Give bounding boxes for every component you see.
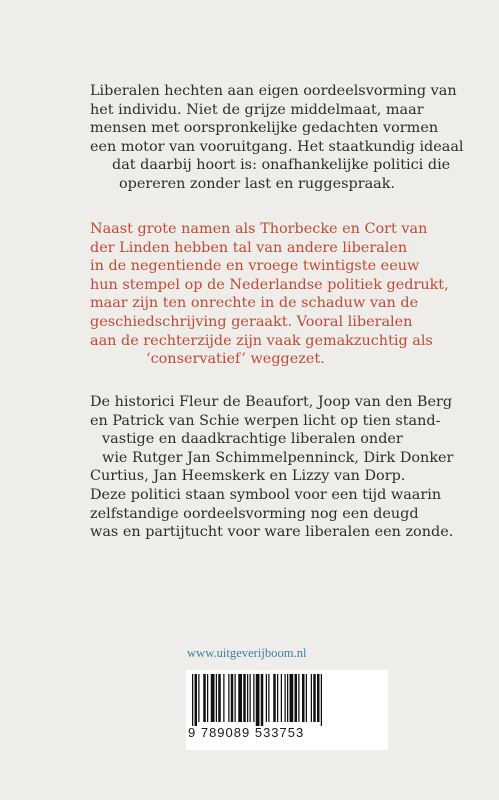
highlight-line: in de negentiende en vroege twintigste eeuw	[90, 258, 420, 275]
barcode-bar	[277, 674, 278, 722]
barcode-bar	[218, 674, 221, 722]
barcode-bar	[285, 674, 286, 722]
historians-paragraph	[90, 393, 454, 542]
barcode-bar	[295, 674, 298, 722]
barcode-bars	[192, 674, 382, 726]
barcode-bar	[211, 674, 215, 722]
barcode-bar	[266, 674, 267, 722]
barcode-bar	[287, 674, 288, 722]
barcode-bar	[306, 674, 307, 722]
highlight-line: Naast grote namen als Thorbecke en Cort van	[90, 221, 428, 237]
barcode-bar	[268, 674, 269, 722]
barcode-bar	[311, 674, 312, 722]
barcode-bar	[302, 674, 305, 722]
barcode-bar	[256, 674, 260, 726]
highlight-line: hun stempel op de Nederlandse politiek gedrukt,	[90, 276, 449, 293]
barcode-bar	[298, 674, 299, 722]
highlight-paragraph	[90, 220, 449, 369]
barcode-bar	[192, 674, 193, 726]
barcode-bar	[261, 674, 264, 726]
barcode-bar	[317, 674, 320, 722]
highlight-line: ‘conservatief’ weggezet.	[146, 351, 325, 368]
intro-line: een motor van vooruitgang. Het staatkundig ideaal	[90, 138, 464, 155]
historians-line: vastige en daadkrachtige liberalen onder	[102, 431, 403, 448]
publisher-url: www.uitgeverijboom.nl	[187, 646, 307, 660]
isbn-barcode	[186, 670, 388, 750]
barcode-bar	[250, 674, 251, 722]
intro-line: Liberalen hechten aan eigen oordeelsvorming van	[90, 83, 457, 99]
historians-line: was en partijtucht voor ware liberalen een zonde.	[90, 524, 454, 541]
highlight-line: maar zijn ten onrechte in de schaduw van de	[90, 295, 419, 312]
barcode-bar	[247, 674, 248, 722]
barcode-bar	[235, 674, 236, 722]
intro-line: opereren zonder last en ruggespraak.	[119, 175, 396, 192]
barcode-bar	[216, 674, 217, 722]
intro-line: mensen met oorspronkelijke gedachten vormen	[90, 120, 439, 137]
intro-line: dat daarbij hoort is: onafhankelijke politici die	[112, 157, 451, 174]
intro-line: het individu. Niet de grijze middelmaat, maar	[90, 101, 424, 118]
barcode-bar	[313, 674, 316, 722]
barcode-bar	[243, 674, 246, 722]
historians-line: wie Rutger Jan Schimmelpenninck, Dirk Donker	[102, 449, 454, 466]
barcode-bar	[290, 674, 294, 722]
barcode-bar	[231, 674, 234, 722]
highlight-line: aan de rechterzijde zijn vaak gemakzuchtig als	[90, 332, 433, 349]
historians-line: Deze politici staan symbool voor een tijd waarin	[90, 486, 442, 503]
barcode-bar	[207, 674, 208, 722]
barcode-bar	[273, 674, 276, 722]
historians-line: De historici Fleur de Beaufort, Joop van den Berg	[90, 394, 453, 410]
historians-line: en Patrick van Schie werpen licht op tien stand-	[90, 412, 441, 429]
highlight-line: geschiedschrijving geraakt. Vooral liberalen	[90, 313, 413, 330]
barcode-bar	[223, 674, 224, 722]
barcode-bar	[195, 674, 198, 726]
historians-line: zelfstandige oordeelsvorming nog een deugd	[90, 505, 419, 522]
barcode-bar	[198, 674, 199, 722]
barcode-bar	[281, 674, 282, 722]
barcode-bar	[253, 674, 254, 722]
barcode-bar	[203, 674, 206, 722]
historians-line: Curtius, Jan Heemskerk en Lizzy van Dorp.	[90, 468, 406, 485]
intro-paragraph	[90, 82, 464, 194]
isbn-number: 9 789089 533753	[188, 725, 305, 740]
barcode-bar	[238, 674, 242, 722]
barcode-bar	[321, 674, 322, 726]
highlight-line: der Linden hebben tal van andere liberalen	[90, 239, 408, 256]
barcode-bar	[228, 674, 229, 722]
